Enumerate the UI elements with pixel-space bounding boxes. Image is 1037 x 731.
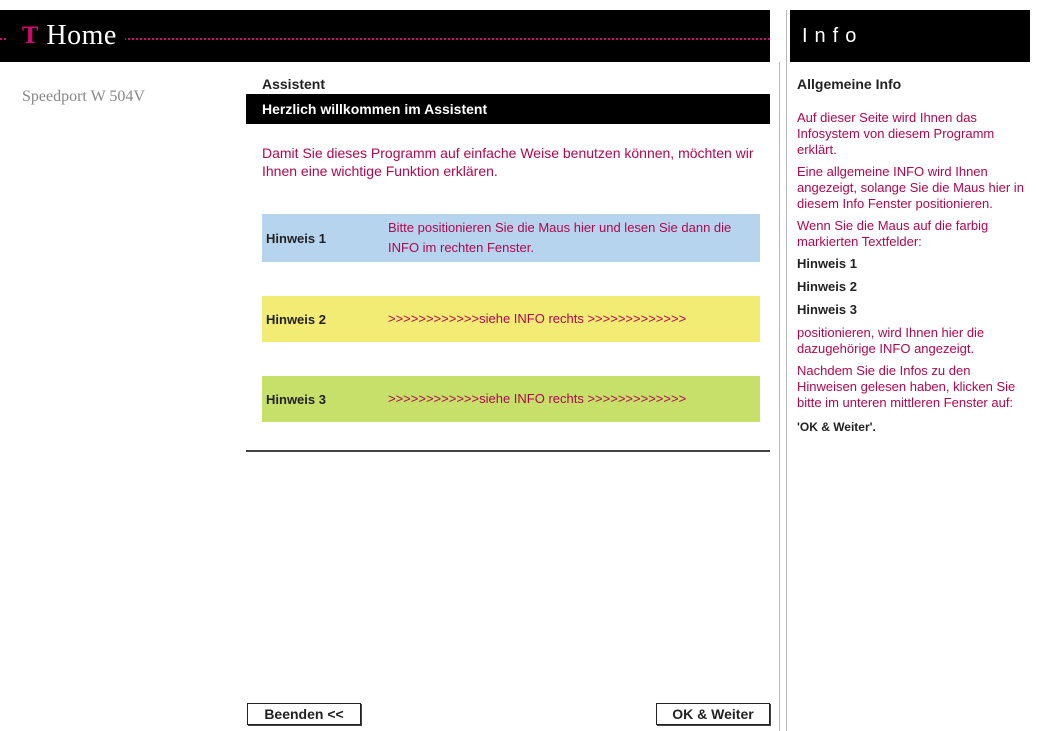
hint-text: >>>>>>>>>>>>siehe INFO rechts >>>>>>>>>>>>> — [388, 391, 687, 406]
info-header — [790, 10, 1030, 62]
hint-box-3[interactable] — [262, 376, 760, 422]
content-divider — [779, 62, 780, 731]
page-title: Home — [46, 20, 117, 51]
info-paragraph: Nachdem Sie die Infos zu den Hinweisen gelesen haben, klicken Sie bitte im unteren mittleren Fenster auf: — [797, 363, 1016, 410]
hint-text: >>>>>>>>>>>>siehe INFO rechts >>>>>>>>>>>>> — [388, 311, 687, 326]
telekom-t-icon: T — [22, 23, 39, 49]
info-hint-3: Hinweis 3 — [797, 302, 857, 317]
info-paragraph: Auf dieser Seite wird Ihnen das Infosystem von diesem Programm erklärt. — [797, 110, 995, 157]
info-title: Allgemeine Info — [797, 76, 902, 92]
assistant-panel — [246, 70, 770, 407]
info-ok-reference: 'OK & Weiter'. — [797, 420, 876, 434]
info-paragraph: Wenn Sie die Maus auf die farbig markierten Textfelder: — [797, 218, 989, 249]
hint-box-2[interactable] — [262, 296, 760, 342]
brand — [8, 20, 125, 52]
section-label: Assistent — [262, 76, 326, 92]
hint-label: Hinweis 2 — [266, 311, 326, 327]
info-header-title: Info — [802, 24, 864, 47]
ok-next-button[interactable]: OK & Weiter — [656, 703, 770, 725]
intro-text: Damit Sie dieses Programm auf einfache Weise benutzen können, möchten wir Ihnen eine wichtige Funktion erklären. — [262, 145, 754, 179]
hint-box-1[interactable] — [262, 214, 760, 262]
info-hint-2: Hinweis 2 — [797, 279, 857, 294]
info-panel — [797, 76, 1033, 435]
cancel-button[interactable]: Beenden << — [247, 703, 361, 725]
info-paragraph: Eine allgemeine INFO wird Ihnen angezeigt, solange Sie die Maus hier in diesem Info Fenster positionieren. — [797, 164, 1024, 211]
welcome-banner: Herzlich willkommen im Assistent — [246, 94, 770, 124]
hint-label: Hinweis 1 — [266, 230, 326, 246]
section-separator — [246, 450, 770, 452]
hint-label: Hinweis 3 — [266, 391, 326, 407]
info-paragraph: positionieren, wird Ihnen hier die dazugehörige INFO angezeigt. — [797, 325, 985, 356]
header-bar — [0, 10, 770, 62]
hint-text: Bitte positionieren Sie die Maus hier und lesen Sie dann die INFO im rechten Fenster. — [388, 220, 732, 255]
device-name: Speedport W 504V — [22, 88, 145, 105]
info-divider — [786, 10, 787, 731]
info-hint-1: Hinweis 1 — [797, 256, 857, 271]
